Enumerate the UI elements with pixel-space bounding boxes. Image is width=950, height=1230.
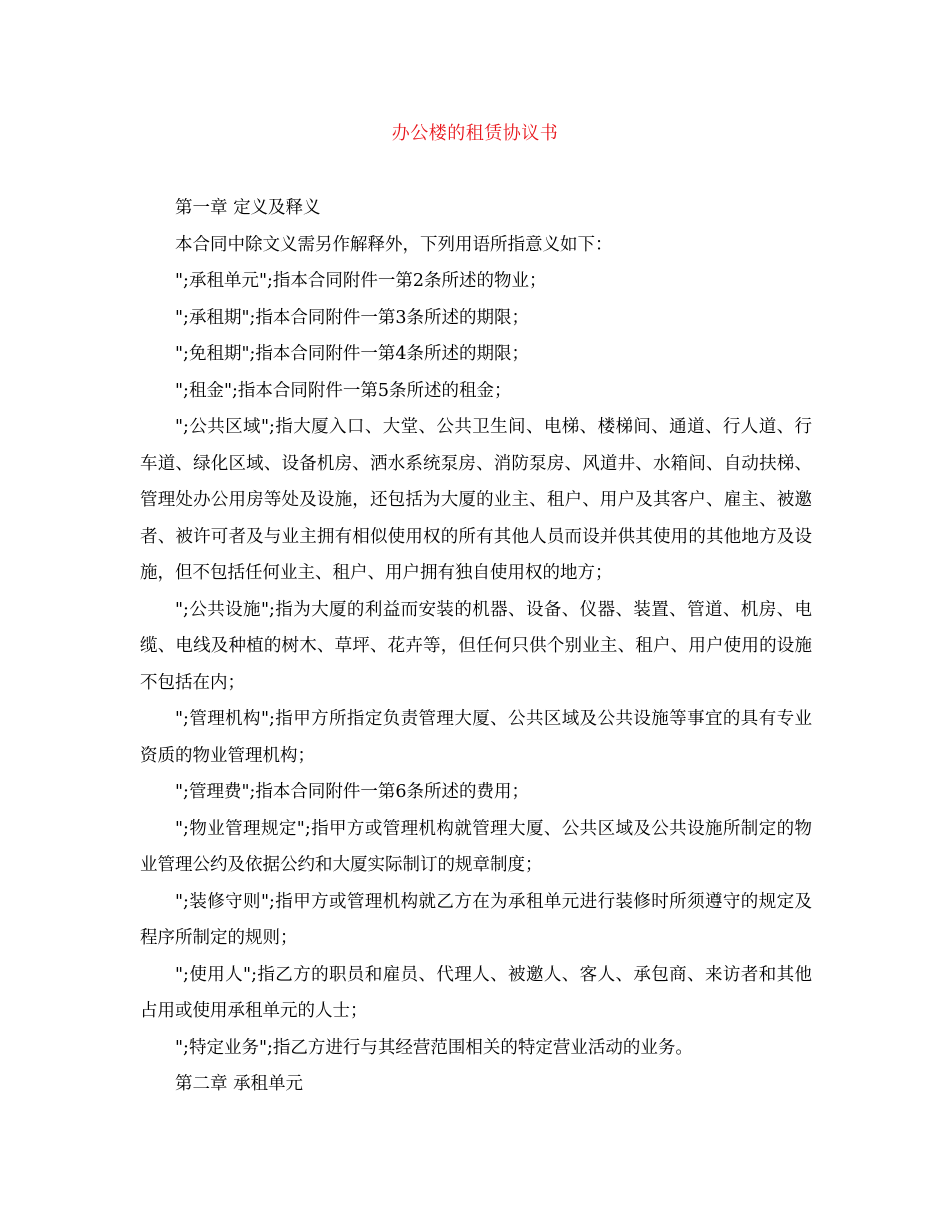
paragraph: 本合同中除文义需另作解释外，下列用语所指意义如下：: [175, 234, 613, 255]
definition-item: ";使用人";指乙方的职员和雇员、代理人、被邀人、客人、承包商、来访者和其他占用或使用承租单元的人士；: [140, 964, 812, 1021]
definition-item: ";承租期";指本合同附件一第3条所述的期限；: [175, 307, 530, 328]
document-body: [140, 190, 812, 1103]
definition-item: ";管理费";指本合同附件一第6条所述的费用；: [175, 782, 530, 802]
definition-item: ";租金";指本合同附件一第5条所述的租金；: [175, 380, 512, 401]
definition-item: ";免租期";指本合同附件一第4条所述的期限；: [175, 344, 530, 364]
chapter-heading: 第二章 承租单元: [175, 1074, 304, 1094]
document-title: 办公楼的租赁协议书: [391, 123, 559, 144]
definition-item: ";特定业务";指乙方进行与其经营范围相关的特定营业活动的业务。: [175, 1037, 693, 1058]
definition-item: ";物业管理规定";指甲方或管理机构就管理大厦、公共区域及公共设施所制定的物业管理公约及依据公约和大厦实际制订的规章制度；: [140, 818, 812, 875]
definition-item: ";装修守则";指甲方或管理机构就乙方在为承租单元进行装修时所须遵守的规定及程序所制定的规则；: [140, 891, 812, 948]
definition-item: ";管理机构";指甲方所指定负责管理大厦、公共区域及公共设施等事宜的具有专业资质的物业管理机构；: [140, 709, 812, 766]
definition-item: ";公共设施";指为大厦的利益而安装的机器、设备、仪器、装置、管道、机房、电缆、电线及种植的树木、草坪、花卉等，但任何只供个别业主、租户、用户使用的设施不包括在内；: [140, 599, 812, 693]
definition-item: ";承租单元";指本合同附件一第2条所述的物业；: [175, 271, 547, 291]
definition-item: ";公共区域";指大厦入口、大堂、公共卫生间、电梯、楼梯间、通道、行人道、行车道、绿化区域、设备机房、洒水系统泵房、消防泵房、风道井、水箱间、自动扶梯、管理处办公用房等处及设施，还包括为大厦的业主、租户、用户及其客户、雇主、被邀者、被许可者及与业主拥有相似使用权的所有其他人员而设并供其使用的其他地方及设施，但不包括任何业主、租户、用户拥有独自使用权的地方；: [140, 417, 812, 583]
chapter-heading: 第一章 定义及释义: [175, 198, 321, 218]
